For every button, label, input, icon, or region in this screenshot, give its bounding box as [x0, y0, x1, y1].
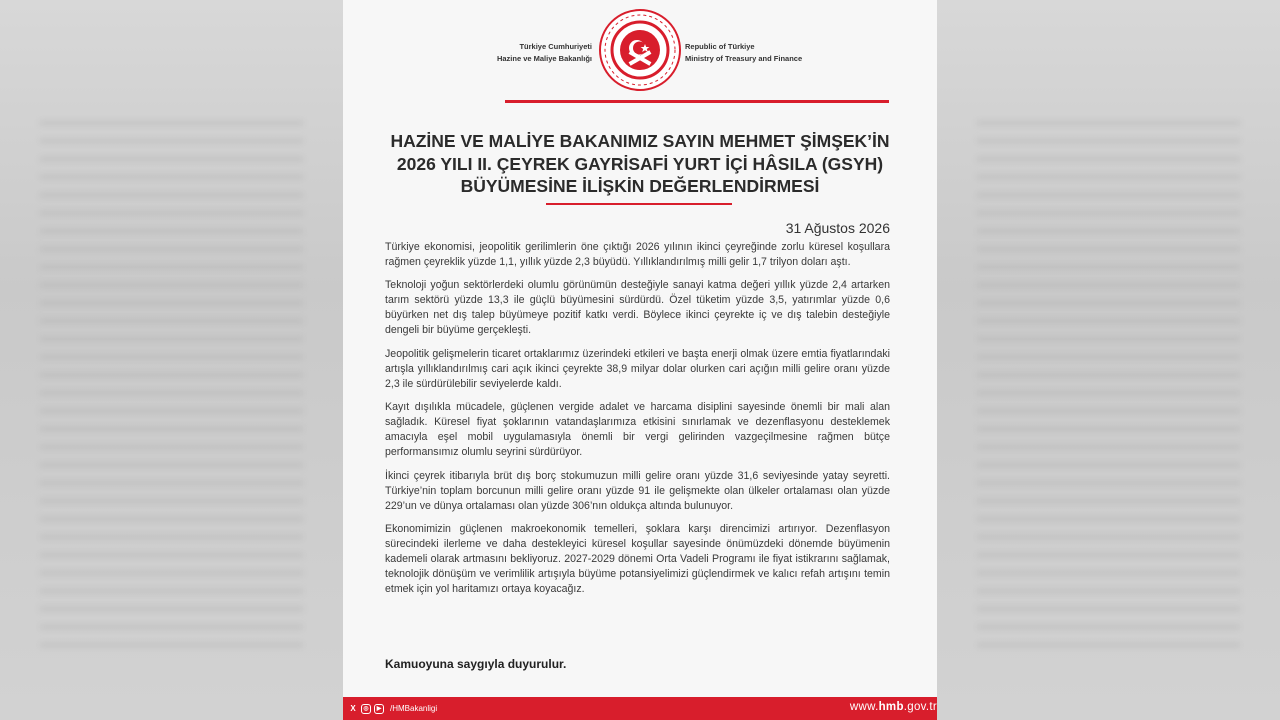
paragraph: Teknoloji yoğun sektörlerdeki olumlu görünümün desteğiyle sanayi katma değeri yıllık yüzde 2,4 artarken tarım sektörü yüzde 13,3 ile güçlü büyümesini sürdürdü. Özel tüketim yüzde 3,5, yatırımlar yüzde 0,6 büyürken net dış talep büyümeye pozitif katkı verdi. Böylece ikinci çeyrekte iç ve dış talebin desteğiyle dengeli bir büyüme gerçekleşti. — [385, 279, 890, 337]
paragraph: Türkiye ekonomisi, jeopolitik gerilimlerin öne çıktığı 2026 yılının ikinci çeyreğinde zorlu küresel koşullara rağmen çeyreklik yüzde 1,1, yıllık yüzde 2,3 büyüdü. Yıllıklandırılmış milli gelir 1,7 trilyon doları aştı. — [385, 241, 890, 268]
document-date: 31 Ağustos 2026 — [785, 220, 890, 236]
site-domain: hmb — [878, 701, 904, 713]
press-release-document — [343, 0, 937, 720]
site-suffix: .gov.tr — [903, 701, 937, 713]
paragraph: Ekonomimizin güçlenen makroekonomik temelleri, şoklara karşı direncimizi artırıyor. Dezenflasyon sürecindeki ilerleme ve daha destekleyici küresel koşullar sayesinde önümüzdeki dönemde büyümenin kademeli olarak artmasını bekliyoruz. 2027-2029 dönemi Orta Vadeli Programı ile fiyat istikrarını sağlamak, teknolojik dönüşüm ve verimlilik artışıyla büyüme potansiyelimizi güçlendirmek ve kalıcı refah artışını temin etmek için yol haritamızı ortaya koyacağız. — [385, 522, 890, 595]
document-title — [363, 130, 917, 198]
letterhead-tr-line1: Türkiye Cumhuriyeti — [519, 42, 592, 51]
blurred-background-right — [937, 0, 1280, 720]
closing-statement: Kamuoyuna saygıyla duyurulur. — [385, 657, 567, 671]
website-link[interactable] — [850, 701, 937, 713]
letterhead-tr-line2: Hazine ve Maliye Bakanlığı — [496, 54, 592, 63]
blurred-background-left — [0, 0, 343, 720]
youtube-icon[interactable]: ▶ — [374, 704, 384, 714]
ministry-seal-icon — [598, 8, 682, 92]
x-icon[interactable]: X — [350, 703, 356, 713]
title-line-3: BÜYÜMESİNE İLİŞKİN DEĞERLENDİRMESİ — [460, 176, 820, 196]
letterhead-turkish — [497, 41, 592, 65]
title-line-2: 2026 YILI II. ÇEYREK GAYRİSAFİ YURT İÇİ HÂSILA (GSYH) — [396, 153, 884, 174]
letterhead-en-line1: Republic of Türkiye — [685, 42, 755, 51]
social-links — [348, 702, 437, 715]
paragraph: Jeopolitik gelişmelerin ticaret ortaklarımız üzerindeki etkileri ve başta enerji olmak üzere emtia fiyatlarındaki artışla yıllıklandırılmış cari açık ikinci çeyrekte 38,9 milyar dolar olurken cari açığın milli gelire oranı yüzde 2,3 ile sürdürülebilir seviyelerde kaldı. — [385, 347, 890, 390]
footer-bar — [343, 697, 937, 720]
letterhead — [343, 8, 937, 94]
paragraph: Kayıt dışılıkla mücadele, güçlenen vergide adalet ve harcama disiplini sayesinde önemli bir mali alan sağladık. Küresel fiyat şoklarının vatandaşlarımıza etkisini sınırlamak ve dezenflasyonu desteklemek amacıyla eşel mobil uygulamasıyla önemli bir vergi gelirinden vazgeçilmesine rağmen bütçe performansımız olumlu seyrini sürdürüyor. — [385, 401, 890, 459]
letterhead-english — [685, 41, 802, 65]
title-divider — [546, 203, 732, 205]
header-divider — [505, 100, 889, 103]
document-body — [385, 240, 890, 605]
social-handle[interactable]: /HMBakanligi — [390, 704, 438, 713]
letterhead-en-line2: Ministry of Treasury and Finance — [685, 54, 803, 63]
title-line-1: HAZİNE VE MALİYE BAKANIMIZ SAYIN MEHMET ŞİMŞEK’İN — [390, 131, 890, 151]
instagram-icon[interactable]: ◎ — [361, 704, 371, 714]
site-prefix: www. — [849, 701, 879, 713]
paragraph: İkinci çeyrek itibarıyla brüt dış borç stokumuzun milli gelire oranı yüzde 31,6 seviyesinde yatay seyretti. Türkiye’nin toplam borcunun milli gelire oranı yüzde 91 ile gelişmekte olan ülkeler ortalaması olan yüzde 229’un ve dünya ortalaması olan yüzde 306’nın oldukça altında bulunuyor. — [385, 469, 890, 512]
